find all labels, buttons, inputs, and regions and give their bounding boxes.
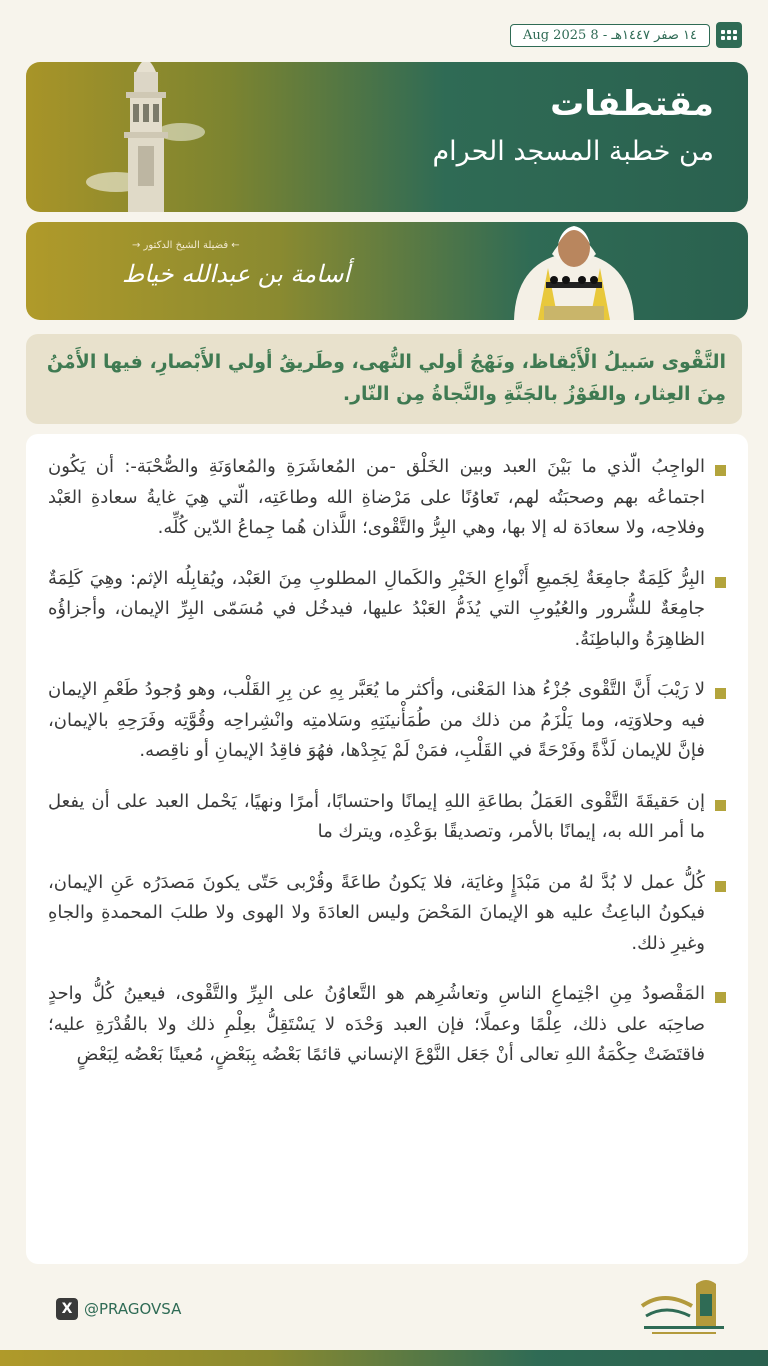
paragraph-text: المَقْصودُ مِنِ اجْتِماعِ الناسِ وتعاشُرِهم هو التَّعاوُنُ على البِرِّ والتَّقْوى، فيعينُ كُلُّ واحدٍ صاحِبَه على ذلك، عِلْمًا وعملًا؛ فإن العبد وَحْدَه لا يَسْتَقِلُّ بعِلْمِ ذلك ولا بالقُدْرَةِ عليه؛ فاقتَضَتْ حِكْمَةُ اللهِ تعالى أنْ جَعَل النَّوْعَ الإنساني قائمًا بَعْضُه بِبَعْضٍ، مُعينًا بَعْضُه لِبَعْضٍ [48,983,705,1065]
list-item [48,564,726,656]
date-text: ١٤ صفر ١٤٤٧هـ - 8 Aug 2025 [510,24,710,47]
bullet-square-icon [715,465,726,476]
page-title: مقتطفات [550,84,714,124]
calendar-icon [716,22,742,48]
paragraph-text: كُلُّ عمل لا بُدَّ لهُ من مَبْدَإٍ وغايَة، فلا يَكونُ طاعَةً وقُرْبى حَتّى يكونَ مَصدَرُه عَنِ الإيمان، فيكونُ الباعِثُ عليه هو الإيمانَ المَحْضَ وليس العادَةَ ولا الهوى ولا طلبَ المحمدةِ والجاهِ وغيرِ ذلك. [48,871,705,954]
bullet-square-icon [715,577,726,588]
date-row [510,22,742,48]
list-item [48,452,726,544]
speaker-portrait [494,222,654,320]
x-icon: X [56,1298,78,1320]
speaker-name: أسامة بن عبدالله خياط [122,260,351,288]
social-link[interactable] [56,1298,181,1320]
hero-banner [26,62,748,212]
bullet-square-icon [715,688,726,699]
paragraph-text: إن حَقيقَةَ التَّقْوى العَمَلُ بطاعَةِ اللهِ إيمانًا واحتسابًا، أمرًا ونهيًا، يَحْمل العبد على أن يفعل ما أمر الله به، إيمانًا بالأمر، وتصديقًا بوَعْدِه، ويترك ما [48,790,705,842]
footer-bar [0,1350,768,1366]
list-item [48,979,726,1071]
sermon-excerpts [26,434,748,1264]
speaker-banner [26,222,748,320]
bullet-square-icon [715,992,726,1003]
paragraph-text: لا رَيْبَ أَنَّ التَّقْوى جُزْءُ هذا المَعْنى، وأكثر ما يُعَبَّر بِهِ عن بِرِ القَلْب، وهو وُجودُ طَعْمِ الإيمان فيه وحلاوَتِه، وما يَلْزَمُ من ذلك من طُمَأْنينَتِهِ وسَلامتِه وانْشِراحِه وقُوَّتِه وفَرَحِهِ بالإيمان، فإنَّ للإيمان لَذَّةً وفَرْحَةً في القَلْبِ، فمَنْ لَمْ يَجِدْها، فهُوَ فاقِدُ الإيمانِ أو ناقِصه. [48,679,705,761]
highlight-quote: التَّقْوى سَبيلُ الْأَيْقاظ، ونَهْجُ أولي النُّهى، وطَريقُ أولي الأَبْصارِ، فيها الأَمْنُ مِنَ العِثار، والفَوْزُ بالجَنَّةِ والنَّجاةُ مِن النّار. [26,334,742,424]
list-item [48,675,726,767]
paragraph-text: الواجِبُ الّذي ما بَيْنَ العبد وبين الخَلْق -من المُعاشَرَةِ والمُعاوَنَةِ والصُّحْبَة-: أن يَكُون اجتماعُه بهم وصحبَتُه لهم، تَعاوُنًا على مَرْضاةِ الله وطاعَتِه، الّتي هِيَ غايةُ سعادةِ العَبْد وفلاحِه، ولا سعادَة له إلا بها، وهي البِرُّ والتَّقْوى؛ اللَّذان هُما جِماعُ الدّين كُلِّه. [48,456,705,538]
list-item [48,787,726,848]
bullet-square-icon [715,800,726,811]
speaker-honorific: ← فضيلة الشيخ الدكتور → [132,240,240,251]
bullet-square-icon [715,881,726,892]
paragraph-text: البِرُّ كَلِمَةٌ جامِعَةٌ لِجَميعِ أَنْواعِ الخَيْرِ والكَمالِ المطلوبِ مِنَ العَبْد، ويُقابِلُه الإثم: وهِيَ كَلِمَةٌ جامِعَةٌ للشُّرور والعُيُوبِ التي يُذَمُّ العَبْدُ عليها، فيدخُل في مُسَمّى البِرِّ الإيمان، وأجزاؤُه الظاهِرَةُ والباطِنَةُ. [48,567,705,650]
social-handle: @PRAGOVSA [84,1300,182,1318]
list-item [48,868,726,960]
page-subtitle: من خطبة المسجد الحرام [432,136,714,167]
institution-logo [634,1276,734,1338]
minaret-illustration [86,62,206,212]
